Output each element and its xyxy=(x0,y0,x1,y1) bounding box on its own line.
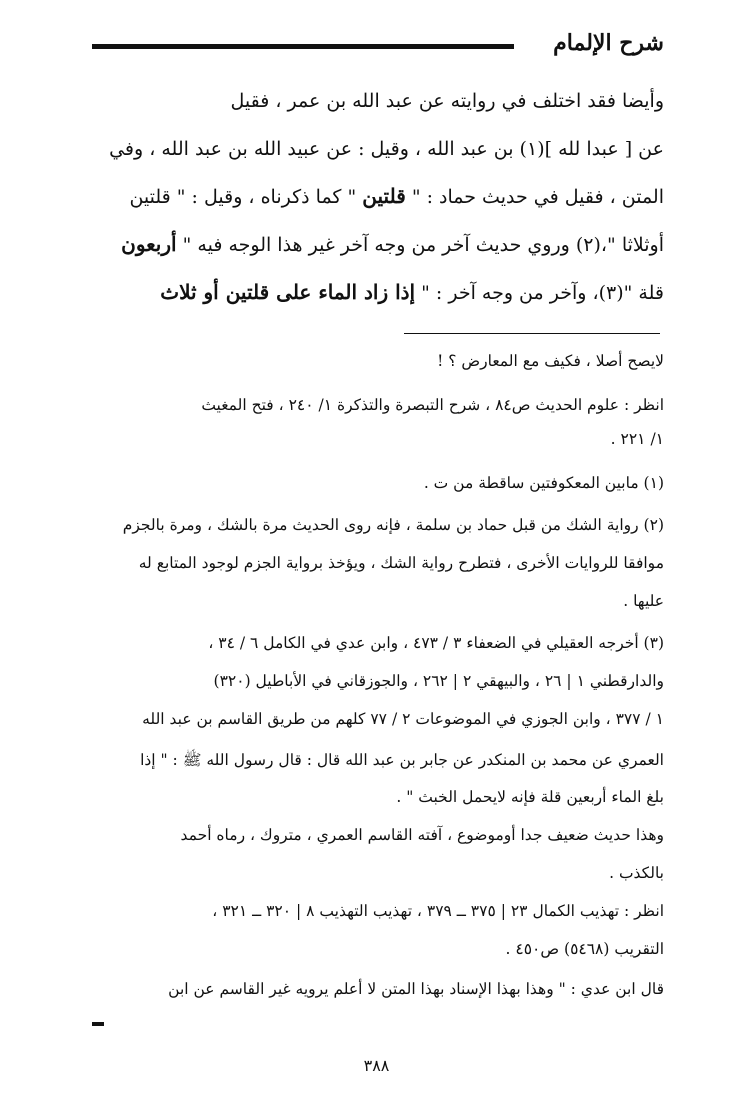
footnote-line: وهذا حديث ضعيف جدا أوموضوع ، آفته القاسم العمري ، متروك ، رماه أحمد xyxy=(180,826,664,844)
main-line: أوثلاثا "،(٢) وروي حديث آخر من وجه آخر غير هذا الوجه فيه " أربعون xyxy=(121,232,664,256)
footnote-line: عليها . xyxy=(623,592,664,610)
footnote-line: (١) مابين المعكوفتين ساقطة من ت . xyxy=(423,474,664,492)
footnote-line: والدارقطني ١ | ٢٦ ، والبيهقي ٢ | ٢٦٢ ، والجوزقاني في الأباطيل (٣٢٠) xyxy=(213,672,664,690)
footnote-line: (٢) رواية الشك من قبل حماد بن سلمة ، فإنه روى الحديث مرة بالشك ، ومرة بالجزم xyxy=(122,516,664,534)
footnote-line: انظر : علوم الحديث ص٨٤ ، شرح التبصرة والتذكرة ١/ ٢٤٠ ، فتح المغيث xyxy=(201,396,664,414)
footnote-line: العمري عن محمد بن المنكدر عن جابر بن عبد الله قال : قال رسول الله ﷺ : " إذا xyxy=(140,751,664,769)
footnote-line: لايصح أصلا ، فكيف مع المعارض ؟ ! xyxy=(437,352,664,370)
footnote-line: بالكذب . xyxy=(609,864,664,882)
header-title: شرح الإلمام xyxy=(553,30,664,56)
footnote-line: قال ابن عدي : " وهذا بهذا الإسناد بهذا المتن لا أعلم يرويه غير القاسم عن ابن xyxy=(168,980,664,998)
footnote-line: التقريب (٥٤٦٨) ص٤٥٠ . xyxy=(505,940,664,958)
footnote-line: موافقا للروايات الأخرى ، فتطرح رواية الشك ، ويؤخذ برواية الجزم لوجود المتابع له xyxy=(138,554,664,572)
header-rule xyxy=(92,44,514,49)
main-line: وأيضا فقد اختلف في روايته عن عبد الله بن عمر ، فقيل xyxy=(230,90,664,112)
main-line: المتن ، فقيل في حديث حماد : " قلتين " كما ذكرناه ، وقيل : " قلتين xyxy=(129,184,664,208)
footnote-line: بلغ الماء أربعين قلة فإنه لايحمل الخبث " . xyxy=(396,788,664,806)
footnote-line: ١ / ٣٧٧ ، وابن الجوزي في الموضوعات ٢ / ٧٧ كلهم من طريق القاسم بن عبد الله xyxy=(142,710,664,728)
footnote-line: (٣) أخرجه العقيلي في الضعفاء ٣ / ٤٧٣ ، وابن عدي في الكامل ٦ / ٣٤ ، xyxy=(208,634,664,652)
footnote-line: انظر : تهذيب الكمال ٢٣ | ٣٧٥ ــ ٣٧٩ ، تهذيب التهذيب ٨ | ٣٢٠ ــ ٣٢١ ، xyxy=(212,902,664,920)
page-number: ٣٨٨ xyxy=(363,1056,390,1075)
footnote-separator xyxy=(404,333,660,334)
running-header xyxy=(92,30,664,64)
footnote-line: ١/ ٢٢١ . xyxy=(610,430,664,448)
main-line: عن [ عبدا لله ](١) بن عبد الله ، وقيل : عن عبيد الله بن عبد الله ، وفي xyxy=(109,138,664,160)
main-line: قلة "(٣)، وآخر من وجه آخر : " إذا زاد الماء على قلتين أو ثلاث xyxy=(160,280,664,304)
continuation-mark xyxy=(92,1022,104,1026)
